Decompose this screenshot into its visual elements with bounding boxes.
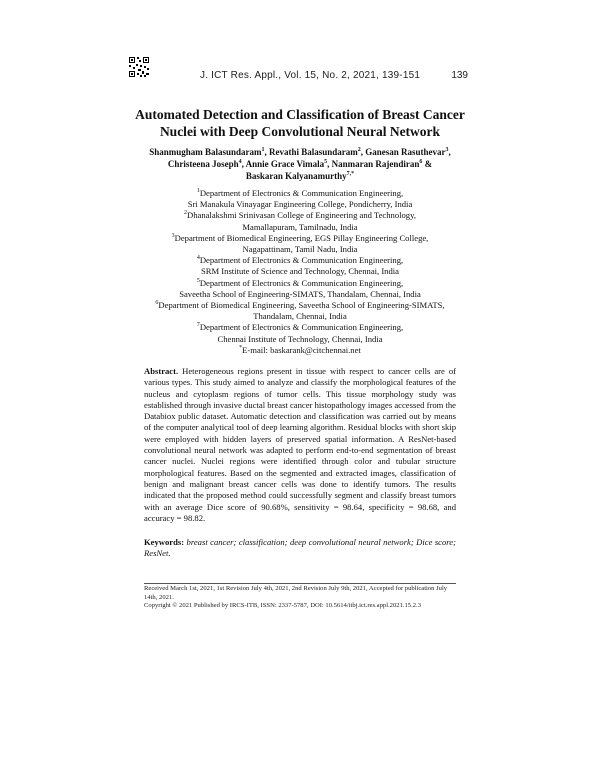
running-header [128, 70, 468, 92]
author-separator: , [448, 147, 451, 157]
title-line: Automated Detection and Classification of Breast Cancer [135, 107, 465, 122]
author-superscript: 7,* [346, 171, 355, 177]
abstract-text: Heterogeneous regions present in tissue with respect to cancer cells are of various types. This study aimed to analyze and classify the morphological features of the nucleus and cytoplasm regions of tumor cells. This tissue morphology study was established through invasive ductal breast cancer histopathology images accessed from the Databiox public dataset. Automatic detection and classification was carried out by means of the computer analytical tool of deep learning algorithm. Residual blocks with short skip were employed with hidden layers of preserved spatial information. A ResNet-based convolutional neural network was adapted to perform end-to-end segmentation of breast cancer nuclei. Nuclei regions were identified through color and tubular structure morphological features. Based on the segmented and extracted images, classification of benign and malignant breast cancer cells was done to identify tumors. The results indicated that the proposed method could successfully segment and classify breast tumors with an average Dice score of 90.68%, sensitivity = 98.64, specificity = 98.68, and accuracy = 98.82. [144, 366, 456, 523]
affiliation-superscript: 6 [155, 300, 159, 307]
received-dates: Received March 1st, 2021, 1st Revision July 4th, 2021, 2nd Revision July 9th, 2021, Accepted for publication July 14th, 2021. [144, 585, 448, 601]
abstract [144, 366, 456, 524]
author-superscript: 4 [238, 159, 242, 165]
email-text: E-mail: baskarank@citchennai.net [242, 344, 361, 355]
author-separator: , [264, 147, 269, 157]
affiliation-text: Thandalam, Chennai, India [253, 311, 347, 322]
affiliation-text: Department of Electronics & Communication Engineering, [199, 277, 404, 288]
affiliation-text: Nagapattinam, Tamil Nadu, India [242, 244, 358, 255]
copyright-line: Copyright © 2021 Published by IRCS-ITB, ISSN: 2337-5787, DOI: 10.5614/itbj.ict.res.appl.2021.15.2.3 [144, 602, 421, 610]
affiliation-list [122, 188, 478, 356]
author-name: Christeena Joseph [167, 159, 239, 169]
keywords-label: Keywords: [144, 537, 185, 547]
affiliation-text: Saveetha School of Engineering-SIMATS, Thandalam, Chennai, India [179, 288, 421, 299]
affiliation-line [122, 188, 478, 199]
affiliation-line [122, 300, 478, 311]
affiliation-superscript: * [239, 344, 243, 351]
affiliation-text: Department of Biomedical Engineering, Saveetha School of Engineering-SIMATS, [158, 300, 445, 311]
keywords [144, 537, 456, 560]
author-separator: & [422, 159, 433, 169]
author-name: Annie Grace Vimala [245, 159, 325, 169]
page-number: 139 [451, 70, 468, 81]
affiliation-line [122, 244, 478, 255]
author-name: Nanmaran Rajendiran [331, 159, 420, 169]
affiliation-superscript: 4 [196, 255, 200, 262]
affiliation-line [122, 289, 478, 300]
affiliation-line [122, 311, 478, 322]
affiliation-superscript: 5 [196, 277, 200, 284]
author-name: Ganesan Rasuthevar [365, 147, 446, 157]
affiliation-line [122, 199, 478, 210]
affiliation-line [122, 322, 478, 333]
affiliation-superscript: 7 [196, 322, 200, 329]
affiliation-text: Chennai Institute of Technology, Chennai, India [217, 333, 383, 344]
affiliation-line [122, 255, 478, 266]
affiliation-text: Sri Manakula Vinayagar Engineering College, Pondicherry, India [187, 199, 413, 210]
affiliation-line [122, 334, 478, 345]
keywords-text: breast cancer; classification; deep convolutional neural network; Dice score; ResNet. [144, 537, 456, 559]
affiliation-text: Department of Biomedical Engineering, EGS Pillay Engineering College, [174, 232, 429, 243]
affiliation-superscript: 3 [171, 232, 175, 239]
author-name: Shanmugham Balasundaram [149, 147, 262, 157]
author-superscript: 5 [324, 159, 328, 165]
affiliation-line [122, 233, 478, 244]
affiliation-text: Department of Electronics & Communication Engineering, [199, 255, 404, 266]
affiliation-superscript: 1 [196, 188, 200, 195]
affiliation-line [122, 222, 478, 233]
author-separator: , [360, 147, 366, 157]
footnote-divider [144, 583, 456, 584]
author-superscript: 3 [445, 147, 449, 153]
affiliation-text: Department of Electronics & Communication Engineering, [199, 188, 404, 198]
journal-reference: J. ICT Res. Appl., Vol. 15, No. 2, 2021, 139-151 [200, 70, 421, 81]
author-name: Revathi Balasundaram [269, 147, 358, 157]
footnote [144, 585, 456, 611]
author-superscript: 6 [419, 159, 423, 165]
affiliation-text: SRM Institute of Science and Technology, Chennai, India [201, 266, 399, 277]
author-name: Baskaran Kalyanamurthy [245, 171, 347, 181]
abstract-label: Abstract. [144, 366, 179, 376]
qr-code-icon [128, 56, 150, 78]
author-superscript: 1 [261, 147, 265, 153]
affiliation-line [122, 266, 478, 277]
author-separator: , [241, 159, 246, 169]
author-superscript: 2 [357, 147, 361, 153]
author-separator: , [327, 159, 332, 169]
affiliation-text: Dhanalakshmi Srinivasan College of Engineering and Technology, [187, 210, 416, 221]
affiliation-line [122, 278, 478, 289]
title-line: Nuclei with Deep Convolutional Neural Network [159, 124, 441, 139]
affiliation-text: Department of Electronics & Communication Engineering, [199, 322, 404, 333]
corresponding-email [122, 345, 478, 356]
author-list [122, 146, 478, 182]
paper-title [100, 106, 500, 140]
affiliation-line [122, 210, 478, 221]
affiliation-text: Mamallapuram, Tamilnadu, India [242, 221, 358, 232]
affiliation-superscript: 2 [184, 210, 187, 217]
